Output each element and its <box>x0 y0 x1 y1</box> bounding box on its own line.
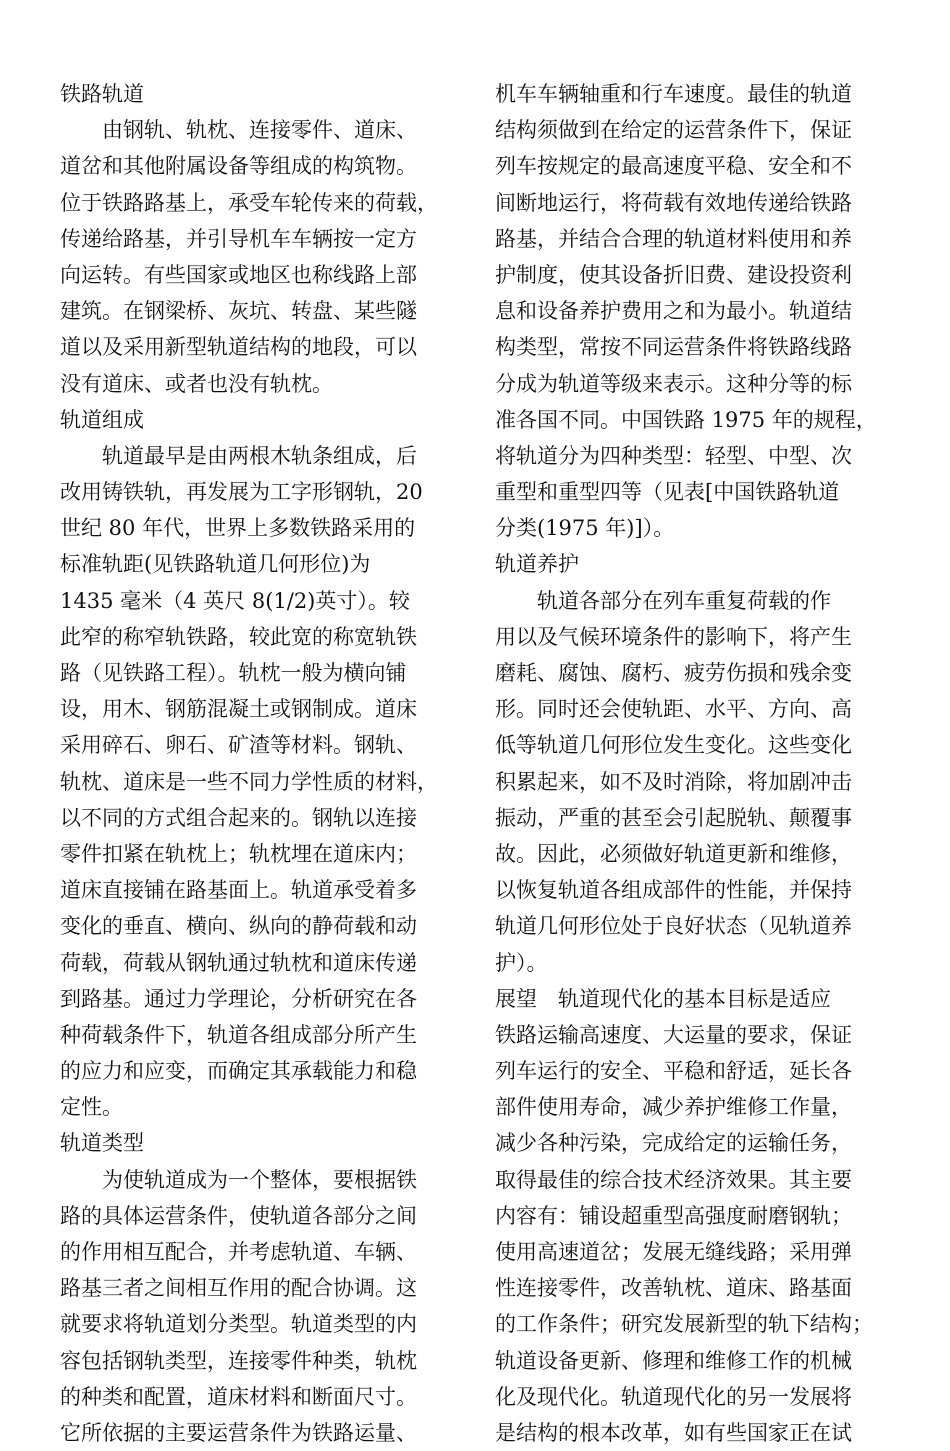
text-line: 路的具体运营条件，使轨道各部分之间 <box>60 1203 417 1228</box>
text-line: 是结构的根本改革，如有些国家正在试 <box>495 1420 852 1445</box>
text-line: 构类型，常按不同运营条件将铁路线路 <box>495 335 852 360</box>
text-line: 的工作条件；研究发展新型的轨下结构； <box>495 1312 873 1337</box>
left-column <box>60 76 462 1451</box>
text-line: 没有道床、或者也没有轨枕。 <box>60 371 333 396</box>
text-line: 定性。 <box>60 1095 123 1120</box>
text-line: 路基三者之间相互作用的配合协调。这 <box>60 1276 417 1301</box>
text-line: 路（见铁路工程）。轨枕一般为横向铺 <box>60 661 407 685</box>
text-line: 由钢轨、轨枕、连接零件、道床、 <box>102 118 417 143</box>
text-line: 形。同时还会使轨距、水平、方向、高 <box>495 697 852 722</box>
text-line: 减少各种污染，完成给定的运输任务， <box>495 1131 852 1156</box>
text-line: 1435 毫米（4 英尺 8(1/2)英寸）。较 <box>60 588 410 613</box>
text-line: 低等轨道几何形位发生变化。这些变化 <box>495 733 852 758</box>
text-line: 改用铸铁轨，再发展为工字形钢轨，20 <box>60 480 423 505</box>
text-line: 就要求将轨道划分类型。轨道类型的内 <box>60 1312 417 1337</box>
text-line: 分类(1975 年)]）。 <box>495 516 675 541</box>
text-line: 护制度，使其设备折旧费、建设投资利 <box>495 262 852 287</box>
text-line: 的种类和配置，道床材料和断面尺寸。 <box>60 1384 417 1409</box>
text-line: 将轨道分为四种类型：轻型、中型、次 <box>495 443 852 468</box>
text-line: 准各国不同。中国铁路 1975 年的规程， <box>495 407 877 432</box>
text-line: 以恢复轨道各组成部件的性能，并保持 <box>495 878 852 903</box>
text-line: 轨道几何形位处于良好状态（见轨道养 <box>495 914 852 939</box>
text-line: 轨道类型 <box>60 1131 144 1156</box>
text-line: 此窄的称窄轨铁路，较此宽的称宽轨铁 <box>60 624 417 649</box>
text-line: 列车运行的安全、平稳和舒适，延长各 <box>495 1059 852 1084</box>
text-line: 容包括钢轨类型，连接零件种类，轨枕 <box>60 1348 417 1373</box>
text-line: 设，用木、钢筋混凝土或钢制成。道床 <box>60 697 417 722</box>
text-line: 世纪 80 年代，世界上多数铁路采用的 <box>60 516 416 541</box>
text-line: 积累起来，如不及时消除，将加剧冲击 <box>495 769 852 794</box>
text-line: 振动，严重的甚至会引起脱轨、颠覆事 <box>495 805 852 830</box>
text-line: 重型和重型四等（见表[中国铁路轨道 <box>495 480 840 505</box>
text-line: 以不同的方式组合起来的。钢轨以连接 <box>60 805 417 830</box>
text-line: 结构须做到在给定的运营条件下，保证 <box>495 118 852 143</box>
text-line: 故。因此，必须做好轨道更新和维修， <box>495 841 852 866</box>
text-line: 性连接零件，改善轨枕、道床、路基面 <box>495 1276 852 1301</box>
text-line: 使用高速道岔；发展无缝线路；采用弹 <box>495 1240 852 1264</box>
text-line: 标准轨距(见铁路轨道几何形位)为 <box>60 552 371 577</box>
text-line: 铁路轨道 <box>60 82 144 106</box>
text-line: 部件使用寿命，减少养护维修工作量， <box>495 1095 852 1120</box>
text-line: 间断地运行，将荷载有效地传递给铁路 <box>495 190 852 215</box>
text-line: 的应力和应变，而确定其承载能力和稳 <box>60 1059 417 1084</box>
text-line: 的作用相互配合，并考虑轨道、车辆、 <box>60 1240 417 1264</box>
text-line: 采用碎石、卵石、矿渣等材料。钢轨、 <box>60 733 417 758</box>
text-line: 轨道组成 <box>60 407 144 432</box>
text-line: 变化的垂直、横向、纵向的静荷载和动 <box>60 914 417 939</box>
text-line: 息和设备养护费用之和为最小。轨道结 <box>495 299 852 324</box>
text-line: 为使轨道成为一个整体，要根据铁 <box>102 1167 417 1192</box>
text-line: 荷载，荷载从钢轨通过轨枕和道床传递 <box>60 950 417 975</box>
text-line: 道以及采用新型轨道结构的地段，可以 <box>60 335 417 360</box>
text-line: 展望 轨道现代化的基本目标是适应 <box>495 986 831 1011</box>
text-line: 铁路运输高速度、大运量的要求，保证 <box>495 1022 852 1047</box>
text-line: 零件扣紧在轨枕上；轨枕埋在道床内； <box>60 841 417 866</box>
text-line: 列车按规定的最高速度平稳、安全和不 <box>495 154 852 179</box>
text-line: 轨道设备更新、修理和维修工作的机械 <box>495 1348 852 1373</box>
text-line: 位于铁路路基上，承受车轮传来的荷载， <box>60 190 438 215</box>
text-line: 护）。 <box>495 950 548 975</box>
text-line: 种荷载条件下，轨道各组成部分所产生 <box>60 1022 417 1047</box>
text-line: 传递给路基，并引导机车车辆按一定方 <box>60 226 417 251</box>
text-line: 道床直接铺在路基面上。轨道承受着多 <box>60 878 417 903</box>
text-line: 路基，并结合合理的轨道材料使用和养 <box>495 226 852 251</box>
text-line: 轨道最早是由两根木轨条组成，后 <box>102 443 417 468</box>
text-line: 分成为轨道等级来表示。这种分等的标 <box>495 371 852 396</box>
right-column <box>495 76 897 1451</box>
text-line: 内容有：铺设超重型高强度耐磨钢轨； <box>495 1203 852 1228</box>
text-line: 向运转。有些国家或地区也称线路上部 <box>60 262 417 287</box>
text-line: 道岔和其他附属设备等组成的构筑物。 <box>60 154 417 179</box>
text-line: 它所依据的主要运营条件为铁路运量、 <box>60 1420 417 1445</box>
text-line: 建筑。在钢梁桥、灰坑、转盘、某些隧 <box>60 299 417 324</box>
text-line: 取得最佳的综合技术经济效果。其主要 <box>495 1167 852 1192</box>
text-line: 机车车辆轴重和行车速度。最佳的轨道 <box>495 82 852 106</box>
text-line: 化及现代化。轨道现代化的另一发展将 <box>495 1384 852 1409</box>
text-line: 用以及气候环境条件的影响下，将产生 <box>495 624 852 649</box>
text-line: 磨耗、腐蚀、腐朽、疲劳伤损和残余变 <box>495 661 852 685</box>
text-line: 轨枕、道床是一些不同力学性质的材料， <box>60 769 438 794</box>
text-line: 轨道各部分在列车重复荷载的作 <box>537 588 831 613</box>
text-line: 到路基。通过力学理论，分析研究在各 <box>60 986 417 1011</box>
text-line: 轨道养护 <box>495 552 579 577</box>
